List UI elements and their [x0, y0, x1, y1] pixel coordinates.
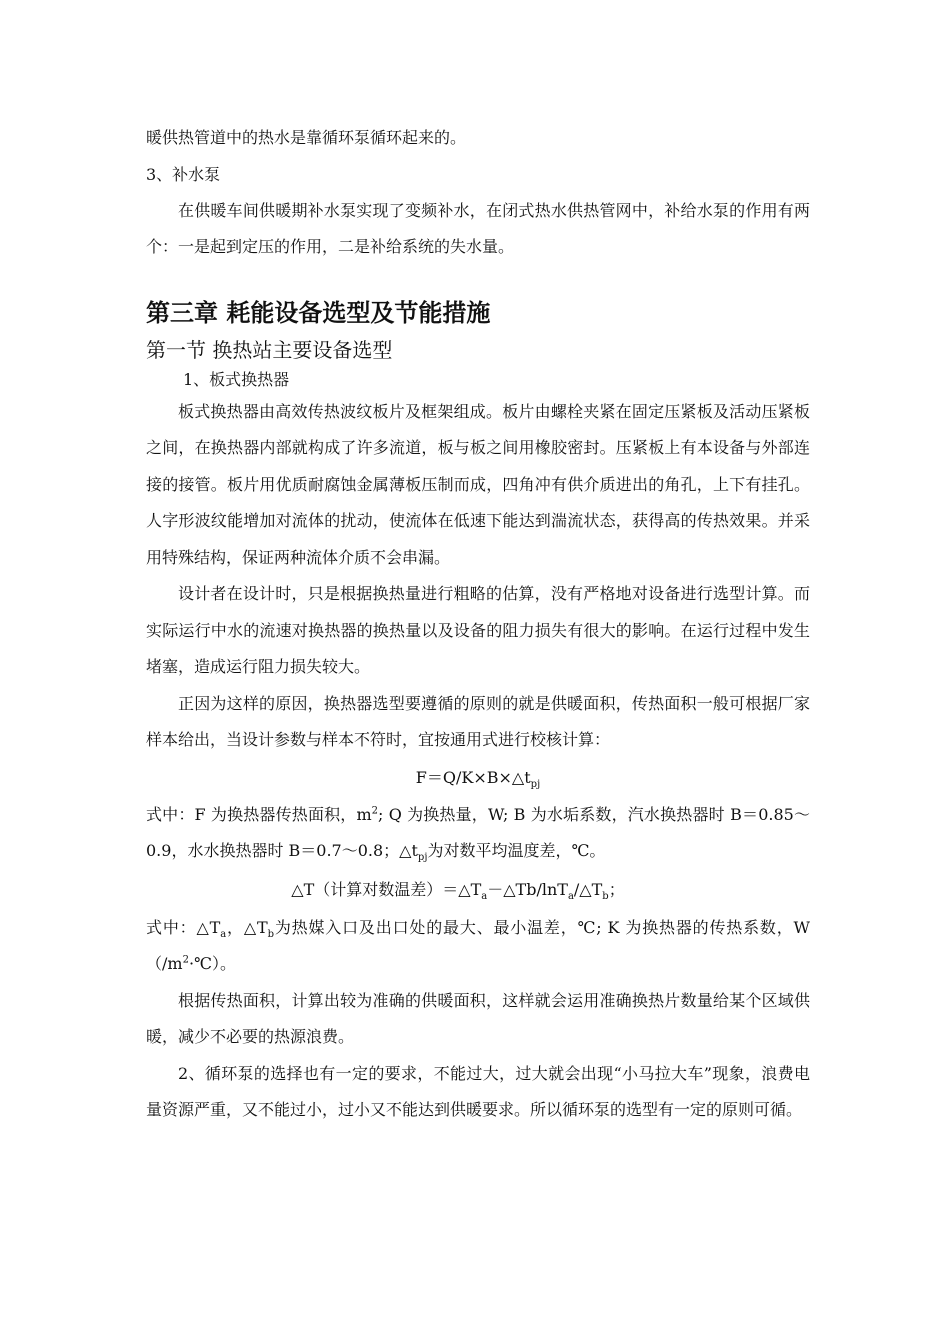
paragraph-top: 暖供热管道中的热水是靠循环泵循环起来的。 — [146, 128, 467, 147]
formula-area-sub: pj — [530, 778, 541, 790]
where1-part-b: ; Q 为换热量，W; B 为水垢系数，汽水换热器时 B＝0.85～0.9，水水换热器时 B＝0.7～0.8；△t — [146, 804, 810, 860]
where2-sub1: a — [220, 928, 227, 940]
formula-area — [146, 759, 810, 797]
where1-sup: 2 — [371, 805, 379, 817]
paragraph-plate-exchanger-1: 板式换热器由高效传热波纹板片及框架组成。板片由螺栓夹紧在固定压紧板及活动压紧板之间，在换热器内部就构成了许多流道，板与板之间用橡胶密封。压紧板上有本设备与外部连接的接管。板片用优质耐腐蚀金属薄板压制而成，四角冲有供介质进出的角孔，上下有挂孔。人字形波纹能增加对流体的扰动，使流体在低速下能达到湍流状态，获得高的传热效果。并采用特殊结构，保证两种流体介质不会串漏。 — [146, 401, 810, 567]
formula-area-main: F＝Q/K×B×△t — [415, 767, 531, 787]
where2-part-b: ，△T — [226, 917, 268, 937]
where2-part-d: ·℃）。 — [188, 954, 236, 973]
paragraph-bushuibeng: 在供暖车间供暖期补水泵实现了变频补水，在闭式热水供热管网中，补给水泵的作用有两个：一是起到定压的作用，二是补给系统的失水量。 — [146, 200, 810, 256]
paragraph-where-1 — [146, 797, 810, 870]
document-page — [146, 120, 810, 1129]
item3-title: 3、补水泵 — [146, 164, 221, 184]
formula2-part-d: ； — [608, 879, 625, 899]
paragraph-where-2 — [146, 910, 810, 983]
where2-sub2: b — [267, 928, 275, 940]
formula2-part-c: /△T — [573, 879, 603, 899]
formula2-part-a: △T（计算对数温差）＝△T — [291, 879, 482, 899]
where2-part-c: 为热媒入口及出口处的最大、最小温差，℃; K 为换热器的传热系数，W（/m — [146, 917, 810, 973]
where2-part-a: 式中：△T — [146, 917, 221, 937]
formula2-part-b: －△Tb/lnT — [487, 879, 568, 899]
where2-sup: 2 — [182, 954, 189, 966]
item1-title: 1、板式换热器 — [183, 369, 290, 389]
where1-part-a: 式中：F 为换热器传热面积，m — [146, 804, 372, 824]
chapter-title: 第三章 耗能设备选型及节能措施 — [146, 298, 491, 327]
paragraph-circulation-pump: 2、循环泵的选择也有一定的要求，不能过大，过大就会出现“小马拉大车”现象，浪费电量资源严重，又不能过小，过小又不能达到供暖要求。所以循环泵的选型有一定的原则可循。 — [146, 1063, 810, 1119]
paragraph-plate-exchanger-3: 正因为这样的原因，换热器选型要遵循的原则的就是供暖面积，传热面积一般可根据厂家样本给出，当设计参数与样本不符时，宜按通用式进行校核计算： — [146, 693, 810, 749]
section-title: 第一节 换热站主要设备选型 — [146, 337, 393, 362]
formula-log-temp — [146, 870, 810, 910]
paragraph-plate-exchanger-4: 根据传热面积，计算出较为准确的供暖面积，这样就会运用准确换热片数量给某个区域供暖，减少不必要的热源浪费。 — [146, 990, 810, 1046]
where1-part-c: 为对数平均温度差，℃。 — [427, 841, 606, 860]
where1-sub: pj — [417, 852, 428, 864]
formula2-sub3: b — [602, 890, 609, 902]
formula2-sub2: a — [567, 890, 574, 902]
formula2-sub1: a — [481, 890, 488, 902]
paragraph-plate-exchanger-2: 设计者在设计时，只是根据换热量进行粗略的估算，没有严格地对设备进行选型计算。而实际运行中水的流速对换热器的换热量以及设备的阻力损失有很大的影响。在运行过程中发生堵塞，造成运行阻力损失较大。 — [146, 584, 810, 676]
